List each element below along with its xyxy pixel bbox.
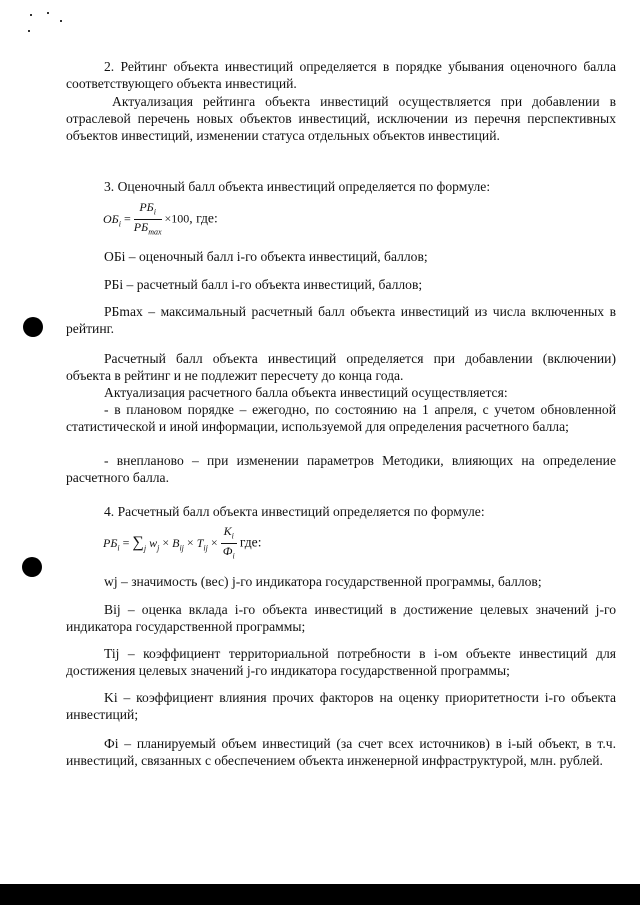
- definition-tij: Tij – коэффициент территориальной потребности в i-ом объекте инвестиций для достижения целевых значений j-го индикатора государственной программы;: [66, 646, 616, 678]
- formula-score: $ОБ_i$ = $\frac{РБ_i}{РБ_{max}}$ ×100, где:: [103, 200, 218, 240]
- scan-speck: [30, 14, 32, 16]
- formula-calc: $РБ_i = \sum_j$ $w_j \times B_{ij} \times T_{ij}$ × $\frac{K_i}{Ф_i}$ где:: [103, 524, 261, 564]
- scan-bottom-edge: [0, 884, 640, 905]
- paragraph-calc-score: Расчетный балл объекта инвестиций определяется при добавлении (включении) объекта в рейтинг и не подлежит пересчету до конца года.: [66, 351, 616, 383]
- paragraph-score-formula-intro: 3. Оценочный балл объекта инвестиций определяется по формуле:: [104, 179, 491, 194]
- paragraph-calc-formula-intro: 4. Расчетный балл объекта инвестиций определяется по формуле:: [104, 504, 485, 519]
- formula-calc-lhs: $РБ_i$: [103, 535, 120, 553]
- formula-score-fraction: $\frac{РБ_i}{РБ_{max}}$: [133, 200, 162, 237]
- punch-hole-top: [23, 317, 43, 337]
- formula-score-lhs: $ОБ_i$: [103, 211, 121, 229]
- definition-ki: Ki – коэффициент влияния прочих факторов на оценку приоритетности i-го объекта инвестиций;: [66, 690, 616, 722]
- paragraph-calc-update: Актуализация расчетного балла объекта инвестиций осуществляется:: [104, 385, 508, 400]
- definition-fi: Фi – планируемый объем инвестиций (за счет всех источников) в i-ый объект, в т.ч. инвестиций, связанных с обеспечением объекта инженерной инфраструктурой, млн. рублей.: [66, 736, 616, 768]
- scan-speck: [60, 20, 62, 22]
- formula-calc-fraction: $\frac{K_i}{Ф_i}$: [221, 524, 237, 564]
- formula-score-suffix: , где:: [189, 210, 218, 226]
- paragraph-rating-update: Актуализация рейтинга объекта инвестиций осуществляется при добавлении в отраслевой перечень новых объектов инвестиций, исключении из перечня перспективных объектов инвестиций, изменении статуса отдельных объектов инвестиций.: [66, 94, 616, 143]
- definition-bij: Bij – оценка вклада i-го объекта инвестиций в достижение целевых значений j-го индикатора государственной программы;: [66, 602, 616, 634]
- paragraph-rating-order: 2. Рейтинг объекта инвестиций определяется в порядке убывания оценочного балла соответствующего объекта инвестиций.: [66, 59, 616, 91]
- definition-rbi: РБi – расчетный балл i-го объекта инвестиций, баллов;: [104, 277, 423, 292]
- scan-speck: [28, 30, 30, 32]
- definition-rbmax: РБmax – максимальный расчетный балл объекта инвестиций из числа включенных в рейтинг.: [66, 304, 616, 336]
- paragraph-unplanned-update: - внепланово – при изменении параметров Методики, влияющих на определение расчетного балла.: [66, 453, 616, 485]
- formula-score-multiplier: ×100: [164, 211, 190, 226]
- paragraph-planned-update: - в плановом порядке – ежегодно, по состоянию на 1 апреля, с учетом обновленной статистической и иной информации, используемой для определения расчетного балла;: [66, 402, 616, 434]
- definition-obi: ОБi – оценочный балл i-го объекта инвестиций, баллов;: [104, 249, 428, 264]
- sum-symbol: $\sum_j$: [132, 533, 147, 553]
- punch-hole-bottom: [22, 557, 42, 577]
- formula-calc-suffix: где:: [239, 534, 262, 550]
- scan-speck: [47, 12, 49, 14]
- definition-wj: wj – значимость (вес) j-го индикатора государственной программы, баллов;: [104, 574, 542, 589]
